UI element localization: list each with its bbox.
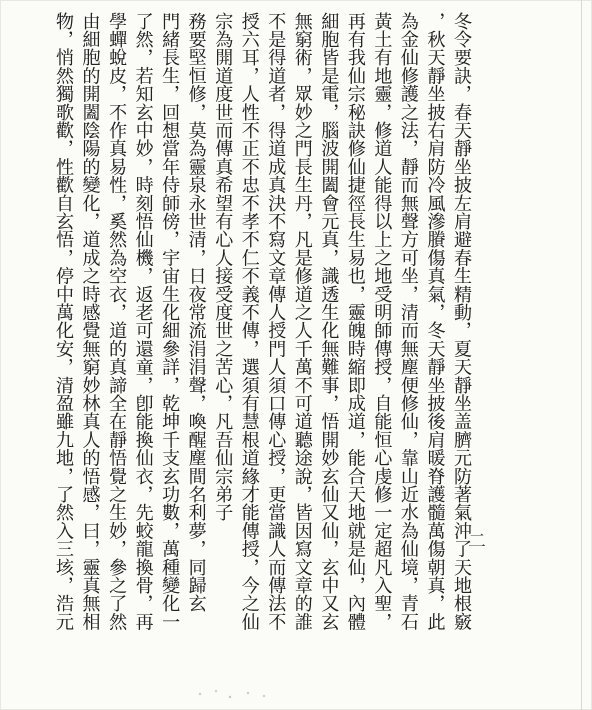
text-column-7: 無窮術，眾妙之門長生丹，凡是修道之人千萬不可道聽途說，皆因寫文章的誰 xyxy=(291,12,313,631)
text-column-16: 物，悄然獨歌歡，性歡自玄悟，停中萬化安，清盈雖九地，了然入三垓，浩元 xyxy=(53,12,74,631)
vertical-text-block xyxy=(54,12,470,702)
text-column-3: 為金仙修護之法，靜而無聲方可坐，清而無塵便修仙，靠山近水為仙境，青石 xyxy=(397,12,419,631)
text-column-13: 了然，若知玄中妙，時刻悟仙機，返老可還童，卽能換仙衣，先蛟龍換骨，再 xyxy=(132,12,154,631)
text-column-15: 由細胞的開闔陰陽的變化，道成之時感覺無窮妙林真人的悟感，曰，靈真無相 xyxy=(79,12,101,631)
text-column-10: 宗為開道度世而傳真希望有心人接受度世之苦心，凡吾仙宗弟子 xyxy=(212,12,234,522)
text-column-12: 門緒長生，回想當年侍師傍，宇宙生化細參詳，乾坤千支玄功數，萬種變化一 xyxy=(159,12,181,631)
page-marker: 二 xyxy=(468,531,486,552)
text-column-8: 不是得道者，得道成真決不寫文章傳人授門人須口傳心授，更當識人而傳法不 xyxy=(265,12,287,631)
text-column-11: 務要堅恒修，莫為靈泉永世清，日夜常流涓涓聲，喚醒塵間名利夢，同歸玄 xyxy=(185,12,207,613)
text-column-14: 學蟬蛻皮，不作真易性，奚然為空衣，道的真諦全在靜悟覺之生妙，參之了然 xyxy=(106,12,128,631)
text-column-4: 黃土有地靈，修道人能得以上之地受明師傳授，自能恒心虔修一定超凡入聖， xyxy=(371,12,393,631)
text-column-6: 細胞皆是電，腦波開闔會元真，識透生化無難事，悟開妙玄仙又仙，玄中又玄 xyxy=(318,12,340,631)
text-column-5: 再有我仙宗秘訣修仙捷徑長生易也，靈魄時縮即成道，能合天地就是仙，內體 xyxy=(344,12,366,631)
scan-noise-dots xyxy=(192,686,272,702)
text-column-2: ，秋天靜坐披右肩防冷風滲賸傷真氣，冬天靜坐披後肩暖脊護髓萬傷朝真，此 xyxy=(424,12,446,631)
text-column-1: 冬令要訣，春天靜坐披左肩避春生精動，夏天靜坐盖臍元防著氣沖了天地根竅 xyxy=(450,12,472,631)
text-column-9: 授六耳，人性不正不忠不孝不仁不義不傳，選須有慧根道緣才能傳授，今之仙 xyxy=(238,12,260,631)
